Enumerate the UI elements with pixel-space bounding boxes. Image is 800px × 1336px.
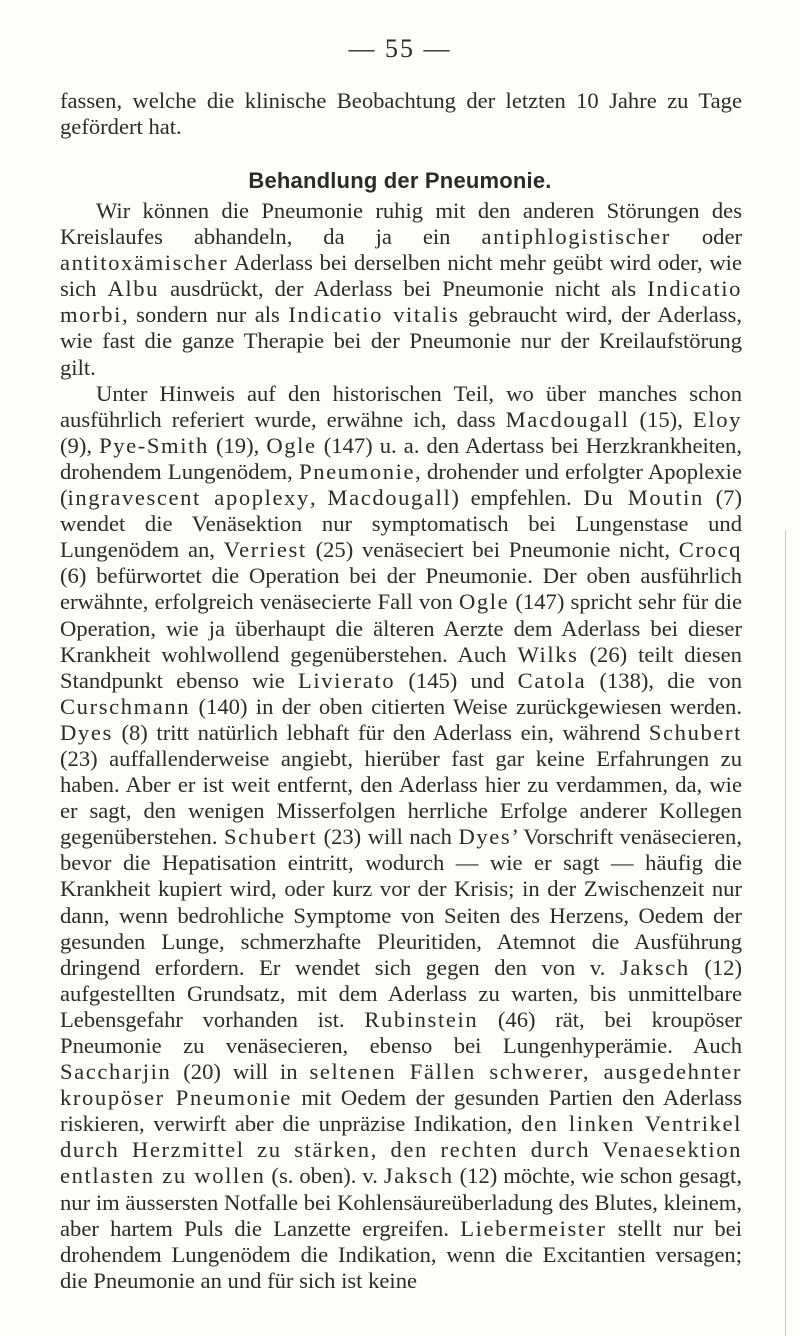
spaced-emphasis: Indicatio morbi: [60, 276, 742, 328]
text-run: gebraucht wird, der Aderlass, wie fast die ganze Therapie bei der Pneumonie nur der Kreilaufstörung gilt.: [60, 302, 742, 380]
paragraph: [60, 381, 742, 1294]
page-edge-shadow: [785, 530, 786, 1336]
text-run: (26) teilt diesen Standpunkt ebenso wie: [60, 641, 742, 693]
section-heading: Behandlung der Pneumonie.: [248, 168, 552, 193]
text-run: mit Oedem der gesunden Partien den Aderlass riskieren, verwirft aber die unpräzise Indikation,: [60, 1085, 743, 1137]
spaced-emphasis: Dyes: [458, 824, 512, 850]
spaced-emphasis: Catola: [517, 667, 587, 693]
text-run: stellt nur bei drohendem Lungenödem die Indikation, wenn die Excitantien versagen; die Pneumonie an und für sich ist keine: [60, 1215, 742, 1293]
text-run: , sondern nur als: [121, 302, 289, 328]
text-run: (7) wendet die Venäsektion nur symptomatisch bei Lungenstase und Lungenödem an,: [60, 485, 742, 563]
page-number: — 55 —: [348, 34, 452, 63]
spaced-emphasis: Dyes: [60, 719, 113, 745]
text-run: oder: [670, 224, 743, 250]
spaced-emphasis: Rubinstein: [364, 1006, 479, 1032]
main-text: [60, 198, 742, 1294]
text-run: Aderlass bei derselben nicht mehr geübt wird oder, wie sich: [60, 250, 742, 302]
spaced-emphasis: Du Moutin: [583, 485, 704, 511]
spaced-emphasis: antitoxämischer: [60, 250, 229, 276]
intro-text: fassen, welche die klinische Beobachtung der letzten 10 Jahre zu Tage gefördert hat.: [60, 88, 742, 140]
spaced-emphasis: antiphlogistischer: [481, 224, 671, 250]
text-run: (8) tritt natürlich lebhaft für den Aderlass ein, während: [112, 719, 649, 745]
spaced-emphasis: ingravescent apoplexy: [67, 485, 310, 511]
text-run: (23) will nach: [317, 824, 459, 850]
spaced-emphasis: Macdougall: [327, 485, 452, 511]
text-run: Wir können die Pneumonie ruhig mit den anderen Störungen des Kreislaufes abhandeln, da ja ein: [60, 198, 742, 250]
text-run: ,: [309, 485, 328, 511]
spaced-emphasis: Pneumonie: [299, 458, 416, 484]
spaced-emphasis: Ogle: [458, 589, 510, 615]
text-run: (15),: [629, 406, 693, 432]
text-run: (12) möchte, wie schon gesagt, nur im äussersten Notfalle bei Kohlensäureüberladung des Blutes, kleinem, aber hartem Puls die Lanzette ergreifen.: [60, 1163, 742, 1241]
text-run: , drohender und erfolgter Apoplexie (: [60, 458, 742, 511]
text-run: (147) u. a. den Adertass bei Herzkrankheiten, drohendem Lungenödem,: [60, 432, 742, 484]
text-run: (147) spricht sehr für die Operation, wie ja überhaupt die älteren Aerzte dem Aderlass bei dieser Krankheit wohlwollend gegenüberstehen. Auch: [60, 589, 742, 667]
text-run: (19),: [208, 432, 267, 458]
spaced-emphasis: Eloy: [692, 406, 742, 432]
text-run: (25) venäseciert bei Pneumonie nicht,: [306, 537, 679, 563]
text-run: (20) will in: [171, 1059, 310, 1085]
spaced-emphasis: den linken Ventrikel durch Herzmittel zu stärken, den rechten durch Venaesektion entlasten zu wollen: [60, 1111, 742, 1189]
text-run: (138), die von: [586, 667, 742, 693]
spaced-emphasis: Indicatio vitalis: [288, 302, 460, 328]
spaced-emphasis: Pye-Smith: [99, 432, 209, 458]
spaced-emphasis: Wilks: [517, 641, 579, 667]
spaced-emphasis: Crocq: [678, 537, 742, 563]
text-run: (46) rät, bei kroupöser Pneumonie zu venäsecieren, ebenso bei Lungenhyperämie. Auch: [60, 1006, 742, 1058]
spaced-emphasis: Macdougall: [505, 406, 630, 432]
text-run: (s. oben). v.: [265, 1163, 384, 1189]
text-run: (23) auffallenderweise angiebt, hierüber fast gar keine Erfahrungen zu haben. Aber er ist weit entfernt, den Aderlass hier zu verdammen, da, wie er sagt, den wenigen Misserfolgen herrliche Erfolge anderer Kollegen gegenüberstehen.: [60, 745, 742, 850]
text-run: Unter Hinweis auf den historischen Teil, wo über manches schon ausführlich referiert wurde, erwähne ich, dass: [60, 380, 742, 432]
spaced-emphasis: Jaksch: [619, 954, 690, 980]
text-run: ) empfehlen.: [451, 485, 584, 511]
text-run: (9),: [60, 432, 100, 458]
spaced-emphasis: seltenen Fällen schwerer, ausgedehnter kroupöser Pneumonie: [60, 1059, 742, 1111]
paragraph: [60, 198, 742, 381]
text-run: ’ Vorschrift venäsecieren, bevor die Hepatisation eintritt, wodurch — wie er sagt — häufig die Krankheit kupiert wird, oder kurz vor der Krisis; in der Zwischenzeit nur dann, wenn bedrohliche Symptome von Seiten des Herzens, Oedem der gesunden Lunge, schmerzhafte Pleuritiden, Atemnot die Ausführung dringend erfordern. Er wendet sich gegen den von v.: [60, 824, 742, 980]
spaced-emphasis: Verriest: [223, 537, 307, 563]
intro-paragraph: [60, 88, 742, 140]
text-run: ausdrückt, der Aderlass bei Pneumonie nicht als: [159, 276, 648, 302]
spaced-emphasis: Schubert: [648, 719, 742, 745]
text-run: (140) in der oben citierten Weise zurückgewiesen werden.: [190, 693, 742, 719]
spaced-emphasis: Schubert: [223, 824, 318, 850]
spaced-emphasis: Albu: [107, 276, 160, 302]
spaced-emphasis: Livierato: [297, 667, 396, 693]
spaced-emphasis: Curschmann: [60, 693, 191, 719]
spaced-emphasis: Saccharjin: [60, 1059, 172, 1085]
spaced-emphasis: Ogle: [266, 432, 317, 458]
spaced-emphasis: Liebermeister: [460, 1215, 607, 1241]
spaced-emphasis: Jaksch: [383, 1163, 454, 1189]
text-run: (12) aufgestellten Grundsatz, mit dem Aderlass zu warten, bis unmittelbare Lebensgefahr vorhanden ist.: [60, 954, 742, 1032]
text-run: (145) und: [395, 667, 518, 693]
text-run: (6) befürwortet die Operation bei der Pneumonie. Der oben ausführlich erwähnte, erfolgreich venäsecierte Fall von: [60, 563, 742, 615]
